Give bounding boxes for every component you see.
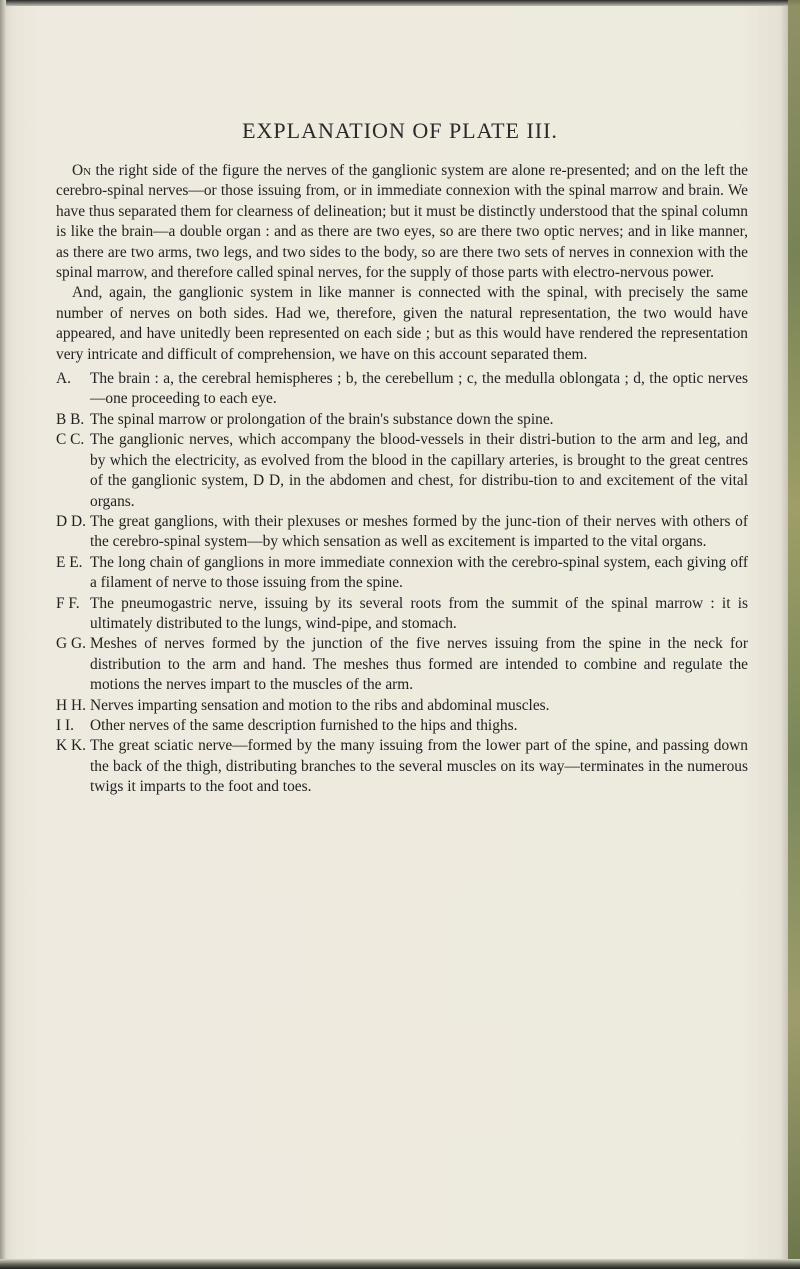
entry-text: The spinal marrow or prolongation of the brain's substance down the spine. [90,410,554,428]
entry-text: The great ganglions, with their plexuses or meshes formed by the junc-tion of their nerves with others of the cerebro-spinal system—by which sensation as well as excitement is imparted to the vital organs. [90,512,748,551]
entry-key: D D. [56,512,86,530]
entry-text: The great sciatic nerve—formed by the many issuing from the lower part of the spine, and passing down the back of the thigh, distributing branches to the several muscles on its way—terminates in the numerous twigs it imparts to the foot and toes. [90,737,748,796]
list-item [56,410,748,430]
list-item [56,736,748,797]
list-item [56,716,748,736]
entry-text: Nerves imparting sensation and motion to the ribs and abdominal muscles. [90,696,550,714]
list-item [56,553,748,594]
document-body [56,161,748,798]
entry-text: The ganglionic nerves, which accompany the blood-vessels in their distri-bution to the arm and leg, and by which the electricity, as evolved from the blood in the capillary arteries, is brought to the great centres of the ganglionic system, D D, in the abdomen and chest, for distribu-tion to and excitement of the vital organs. [90,431,748,510]
list-item [56,634,748,695]
entry-text: The long chain of ganglions in more immediate connexion with the cerebro-spinal system, each giving off a filament of nerve to those issuing from the spine. [90,553,748,592]
entry-key: I I. [56,716,74,734]
paragraph-text: the right side of the figure the nerves of the ganglionic system are alone re-presented; and on the left the cerebro-spinal nerves—or those issuing from, or in immediate connexion with the spinal marrow and brain. We have thus separated them for clearness of delineation; but it must be distinctly understood that the spinal column is like the brain—a double organ : and as there are two eyes, so are there two optic nerves; and in like manner, as there are two arms, two legs, and two sides to the body, so are there two sets of nerves in connexion with the spinal marrow, and therefore called spinal nerves, for the supply of those parts with electro-nervous power. [56,162,748,282]
plate-key-list [56,369,748,798]
paragraph-text: And, again, the ganglionic system in like manner is connected with the spinal, with precisely the same number of nerves on both sides. Had we, therefore, given the natural representation, the two would have appeared, and have unitedly been represented on each side ; but as this would have rendered the representation very intricate and difficult of comprehension, we have on this account separated them. [56,284,748,363]
list-item [56,369,748,410]
entry-key: G G. [56,635,86,653]
page-left-edge [0,0,6,1269]
entry-key: K K. [56,737,86,755]
page-title: EXPLANATION OF PLATE III. [242,118,558,143]
page-top-edge [0,0,800,6]
paragraph-2 [56,283,748,365]
page-right-edge [788,0,800,1269]
entry-key: C C. [56,431,85,449]
entry-text: Meshes of nerves formed by the junction of the five nerves issuing from the spine in the neck for distribution to the arm and hand. The meshes thus formed are intended to combine and regulate the motions the nerves impart to the muscles of the arm. [90,635,748,694]
entry-key: E E. [56,553,83,571]
entry-key: B B. [56,410,85,428]
entry-text: The pneumogastric nerve, issuing by its several roots from the summit of the spinal marrow : it is ultimately distributed to the lungs, wind-pipe, and stomach. [90,594,748,632]
list-item [56,512,748,553]
entry-key: A. [56,370,71,388]
entry-key: H H. [56,696,86,714]
paragraph-lead-word: On [72,162,92,179]
page-bottom-edge [0,1259,800,1269]
entry-text: The brain : a, the cerebral hemispheres ; b, the cerebellum ; c, the medulla oblongata ; d, the optic nerves—one proceeding to each eye. [90,370,748,408]
list-item [56,594,748,635]
paragraph-1 [56,161,748,283]
entry-key: F F. [56,594,80,612]
list-item [56,696,748,716]
list-item [56,430,748,512]
entry-text: Other nerves of the same description furnished to the hips and thighs. [90,716,518,734]
